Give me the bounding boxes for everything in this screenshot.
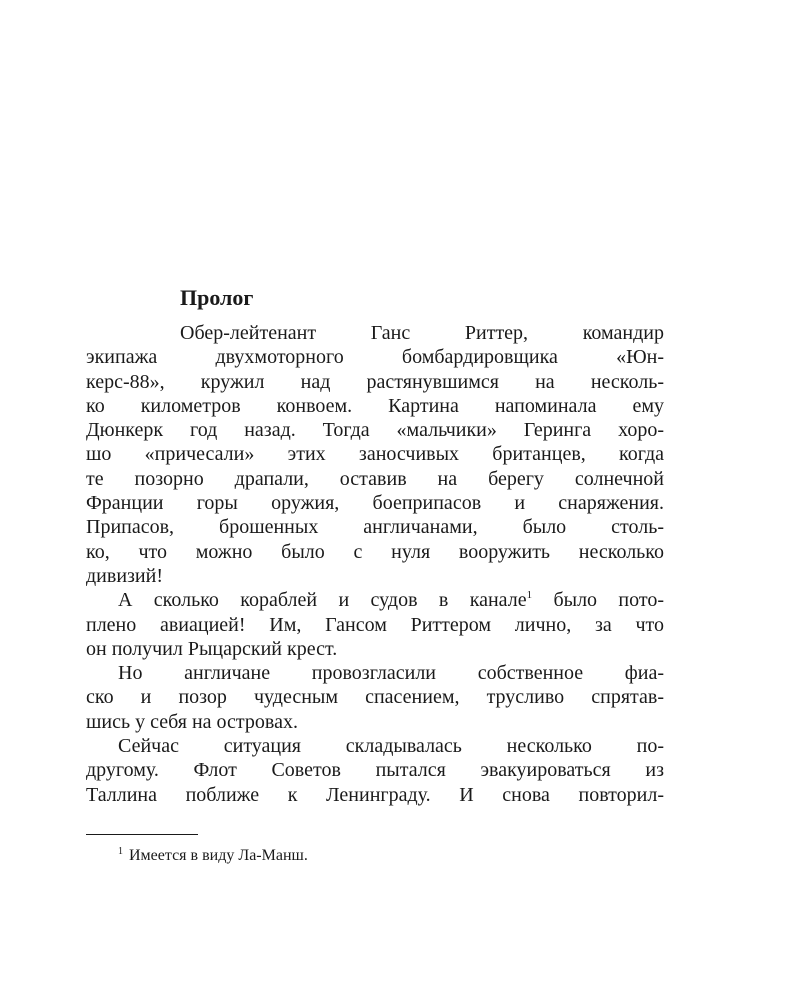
text-line: ко километров конвоем. Картина напоминала ему <box>86 394 664 417</box>
text-line: Сейчас ситуация складывалась несколько по- <box>118 735 664 758</box>
text-line: Таллина поближе к Ленинграду. И снова повторил- <box>86 783 664 806</box>
footnote-text: Имеется в виду Ла-Манш. <box>129 847 308 864</box>
text-line: Припасов, брошенных англичанами, было столь- <box>86 516 664 539</box>
footnote-reference: 1 <box>526 589 533 602</box>
text-line: другому. Флот Советов пытался эвакуироваться из <box>86 759 664 782</box>
text-line: ко, что можно было с нуля вооружить несколько <box>86 540 664 563</box>
paragraph <box>86 321 664 588</box>
text-line: дивизий! <box>86 564 163 587</box>
text-line: плено авиацией! Им, Гансом Риттером лично, за что <box>86 613 664 636</box>
paragraph <box>86 588 664 661</box>
text-fragment: было пото- <box>532 589 664 612</box>
text-line: те позорно драпали, оставив на берегу солнечной <box>86 467 664 490</box>
footnote <box>118 846 308 868</box>
chapter-title: Пролог <box>180 285 254 310</box>
paragraph <box>86 661 664 734</box>
body-text <box>86 321 664 807</box>
text-line: шо «причесали» этих заносчивых британцев, когда <box>86 443 664 466</box>
text-line: Дюнкерк год назад. Тогда «мальчики» Геринга хоро- <box>86 419 664 442</box>
text-line: он получил Рыцарский крест. <box>86 637 338 660</box>
text-line: Обер-лейтенант Ганс Риттер, командир <box>180 322 664 344</box>
text-line: ско и позор чудесным спасением, трусливо спрятав- <box>86 686 664 709</box>
paragraph <box>86 734 664 807</box>
text-line: Но англичане провозгласили собственное фиа- <box>118 662 664 685</box>
footnote-separator <box>86 834 198 835</box>
text-line: керс-88», кружил над растянувшимся на несколь- <box>86 370 664 393</box>
text-fragment: А сколько кораблей и судов в канале <box>118 589 527 612</box>
footnote-number: 1 <box>118 846 123 857</box>
text-line: Франции горы оружия, боеприпасов и снаряжения. <box>86 492 664 515</box>
text-line <box>86 588 664 612</box>
text-line: шись у себя на островах. <box>86 710 298 733</box>
text-line: экипажа двухмоторного бомбардировщика «Юн- <box>86 346 664 369</box>
